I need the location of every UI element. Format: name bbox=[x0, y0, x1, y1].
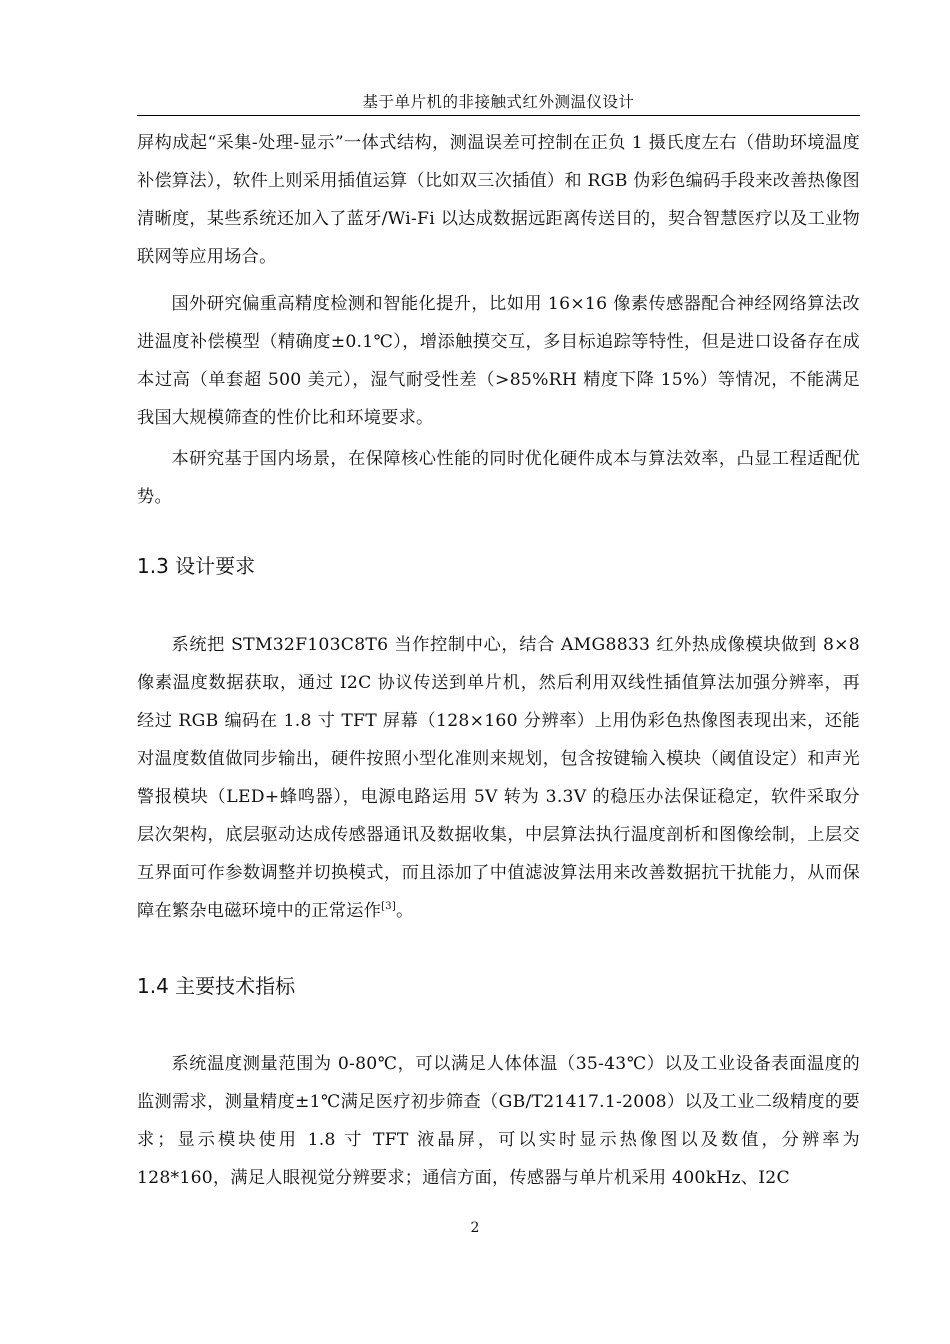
citation-3: [3] bbox=[381, 901, 397, 912]
paragraph-system-design bbox=[137, 626, 860, 930]
paragraph-foreign-research: 国外研究偏重高精度检测和智能化提升，比如用 16×16 像素传感器配合神经网络算法改进温度补偿模型（精确度±0.1℃），增添触摸交互，多目标追踪等特性，但是进口设备存在成本过高（单套超 500 美元），湿气耐受性差（>85%RH 精度下降 15%）等情况，不能满足我国大规模筛查的性价比和环境要求。 bbox=[137, 294, 860, 428]
section-heading-1-3: 1.3 设计要求 bbox=[137, 554, 256, 578]
paragraph-tech-specs: 系统温度测量范围为 0-80℃，可以满足人体体温（35-43℃）以及工业设备表面温度的监测需求，测量精度±1℃满足医疗初步筛查（GB/T21417.1-2008）以及工业二级精度的要求；显示模块使用 1.8 寸 TFT 液晶屏，可以实时显示热像图以及数值，分辨率为 128*160，满足人眼视觉分辨要求；通信方面，传感器与单片机采用 400kHz、I2C bbox=[137, 1054, 860, 1188]
paragraph-system-design-end: 。 bbox=[396, 901, 414, 921]
header-rule bbox=[137, 115, 860, 116]
paragraph-continued: 屏构成起“采集-处理-显示”一体式结构，测温误差可控制在正负 1 摄氏度左右（借助环境温度补偿算法），软件上则采用插值运算（比如双三次插值）和 RGB 伪彩色编码手段来改善热像图清晰度，某些系统还加入了蓝牙/Wi-Fi 以达成数据远距离传送目的，契合智慧医疗以及工业物联网等应用场合。 bbox=[137, 133, 860, 267]
paragraph-system-design-text: 系统把 STM32F103C8T6 当作控制中心，结合 AMG8833 红外热成像模块做到 8×8 像素温度数据获取，通过 I2C 协议传送到单片机，然后利用双线性插值算法加强分辨率，再经过 RGB 编码在 1.8 寸 TFT 屏幕（128×160 分辨率）上用伪彩色热像图表现出来，还能对温度数值做同步输出，硬件按照小型化准则来规划，包含按键输入模块（阈值设定）和声光警报模块（LED+蜂鸣器），电源电路运用 5V 转为 3.3V 的稳压办法保证稳定，软件采取分层次架构，底层驱动达成传感器通讯及数据收集，中层算法执行温度剖析和图像绘制，上层交互界面可作参数调整并切换模式，而且添加了中值滤波算法用来改善数据抗干扰能力，从而保障在繁杂电磁环境中的正常运作 bbox=[137, 635, 860, 921]
page-number: 2 bbox=[470, 1220, 480, 1236]
running-header-title: 基于单片机的非接触式红外测温仪设计 bbox=[362, 93, 635, 111]
paragraph-this-study: 本研究基于国内场景，在保障核心性能的同时优化硬件成本与算法效率，凸显工程适配优势。 bbox=[137, 449, 860, 507]
section-heading-1-4: 1.4 主要技术指标 bbox=[137, 974, 296, 998]
